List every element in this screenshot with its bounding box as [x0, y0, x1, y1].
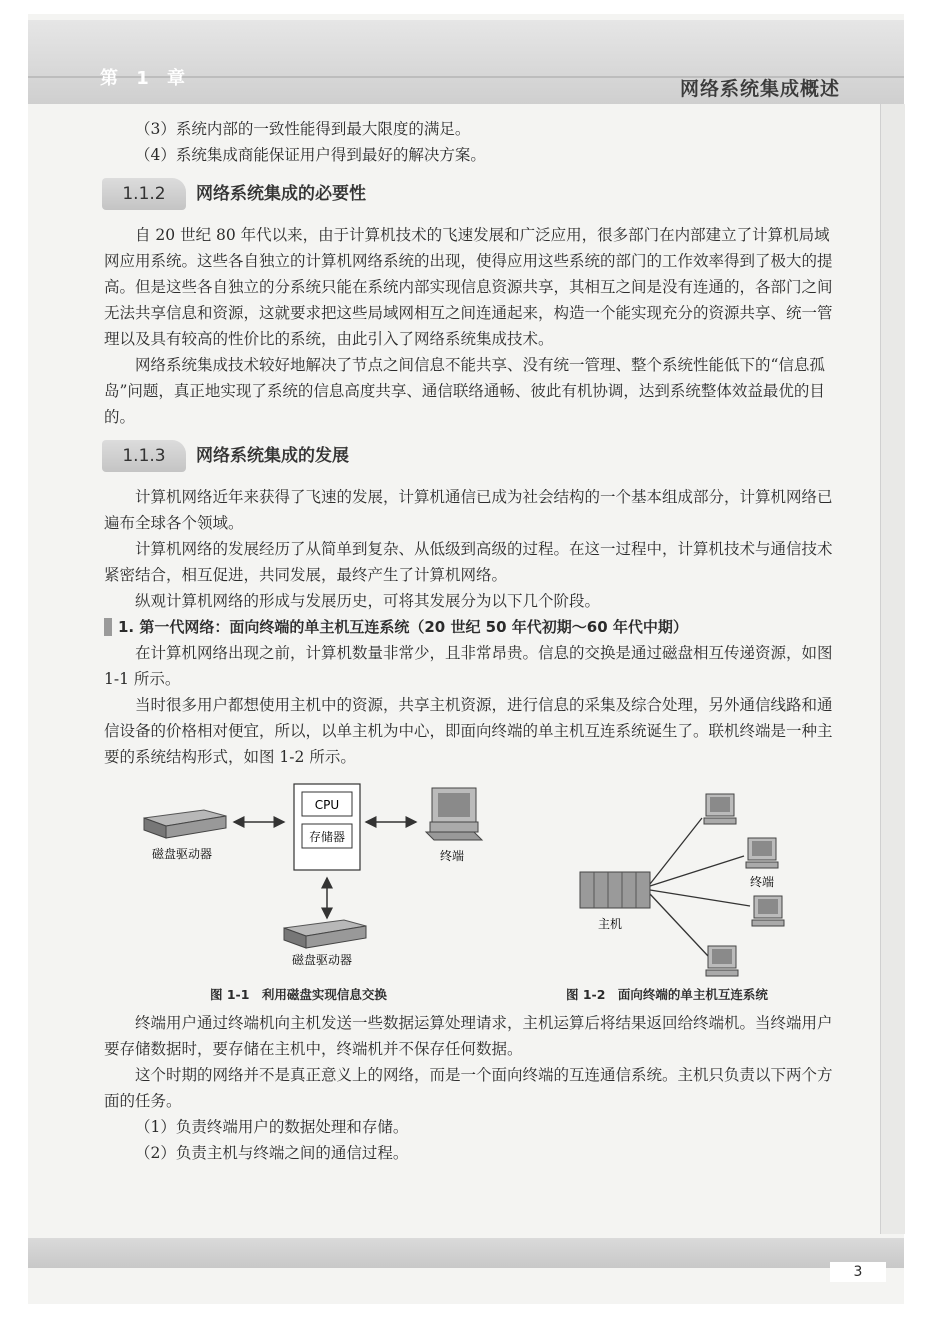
task-item-2: （2）负责主机与终端之间的通信过程。	[135, 1144, 409, 1162]
section-number: 1.1.2	[102, 178, 186, 210]
page-content	[104, 116, 840, 1166]
subheading-text: 1. 第一代网络：面向终端的单主机互连系统（20 世纪 50 年代初期～60 年代中期）	[118, 618, 688, 636]
section-number: 1.1.3	[102, 440, 186, 472]
chapter-label: 第 1 章	[100, 68, 192, 89]
paragraph: 纵观计算机网络的形成与发展历史，可将其发展分为以下几个阶段。	[135, 592, 601, 610]
terminal-icon	[746, 838, 778, 868]
paragraph: 在计算机网络出现之前，计算机数量非常少，且非常昂贵。信息的交换是通过磁盘相互传递资源，如图 1-1 所示。	[104, 644, 833, 688]
terminal-icon	[426, 788, 482, 840]
figure-1-1	[134, 778, 494, 978]
paragraph: 这个时期的网络并不是真正意义上的网络，而是一个面向终端的互连通信系统。主机只负责以下两个方面的任务。	[104, 1066, 833, 1110]
section-heading-1-1-2	[102, 176, 840, 212]
cpu-label: CPU	[314, 798, 340, 812]
subheading-first-generation	[104, 614, 840, 640]
section-title: 网络系统集成的必要性	[196, 184, 366, 204]
terminal-icon	[752, 896, 784, 926]
terminal-icon	[704, 794, 736, 824]
figures-row	[104, 778, 840, 1002]
terminal-label: 终端	[440, 849, 465, 863]
figure-1-1-caption: 图 1-1 利用磁盘实现信息交换	[210, 987, 387, 1002]
disk-drive-icon	[144, 810, 226, 838]
intro-item-3: （3）系统内部的一致性能得到最大限度的满足。	[135, 120, 471, 138]
chapter-title: 网络系统集成概述	[679, 78, 840, 100]
disk-drive-icon	[284, 920, 366, 948]
page-number: 3	[830, 1262, 886, 1282]
disk-label-left: 磁盘驱动器	[152, 847, 213, 861]
task-item-1: （1）负责终端用户的数据处理和存储。	[135, 1118, 409, 1136]
host-computer-box	[294, 784, 360, 870]
page-footer	[28, 1238, 904, 1268]
figure-1-2	[574, 788, 814, 988]
paragraph: 计算机网络近年来获得了飞速的发展，计算机通信已成为社会结构的一个基本组成部分，计算机网络已遍布全球各个领域。	[104, 488, 833, 532]
paragraph: 网络系统集成技术较好地解决了节点之间信息不能共享、没有统一管理、整个系统性能低下的“信息孤岛”问题，真正地实现了系统的信息高度共享、通信联络通畅、彼此有机协调，达到系统整体效益最优的目的。	[104, 356, 825, 426]
page-edge	[880, 104, 905, 1234]
memory-label: 存储器	[308, 830, 346, 844]
paragraph: 当时很多用户都想使用主机中的资源，共享主机资源，进行信息的采集及综合处理，另外通信线路和通信设备的价格相对便宜，所以，以单主机为中心，即面向终端的单主机互连系统诞生了。联机终端是一种主要的系统结构形式，如图 1-2 所示。	[104, 696, 833, 766]
paragraph: 计算机网络的发展经历了从简单到复杂、从低级到高级的过程。在这一过程中，计算机技术与通信技术紧密结合，相互促进，共同发展，最终产生了计算机网络。	[104, 540, 833, 584]
subheading-marker	[104, 618, 112, 636]
intro-item-4: （4）系统集成商能保证用户得到最好的解决方案。	[135, 146, 486, 164]
section-title: 网络系统集成的发展	[196, 446, 349, 466]
section-heading-1-1-3	[102, 438, 840, 474]
paragraph: 终端用户通过终端机向主机发送一些数据运算处理请求，主机运算后将结果返回给终端机。当终端用户要存储数据时，要存储在主机中，终端机并不保存任何数据。	[104, 1014, 833, 1058]
host-server-icon	[580, 872, 650, 908]
host-label: 主机	[598, 917, 623, 931]
paragraph: 自 20 世纪 80 年代以来，由于计算机技术的飞速发展和广泛应用，很多部门在内部建立了计算机局域网应用系统。这些各自独立的计算机网络系统的出现，使得应用这些系统的部门的工作效率得到了极大的提高。但是这些各自独立的分系统只能在系统内部实现信息资源共享，其相互之间是没有连通的，各部门之间无法共享信息和资源，这就要求把这些局域网相互之间连通起来，构造一个能实现充分的资源共享、统一管理以及具有较高的性价比的系统，由此引入了网络系统集成技术。	[104, 226, 833, 348]
terminal-label: 终端	[750, 875, 775, 889]
disk-label-bottom: 磁盘驱动器	[292, 953, 353, 967]
connection-lines	[650, 818, 750, 956]
terminal-icon	[706, 946, 738, 976]
figure-1-2-caption: 图 1-2 面向终端的单主机互连系统	[566, 987, 768, 1002]
